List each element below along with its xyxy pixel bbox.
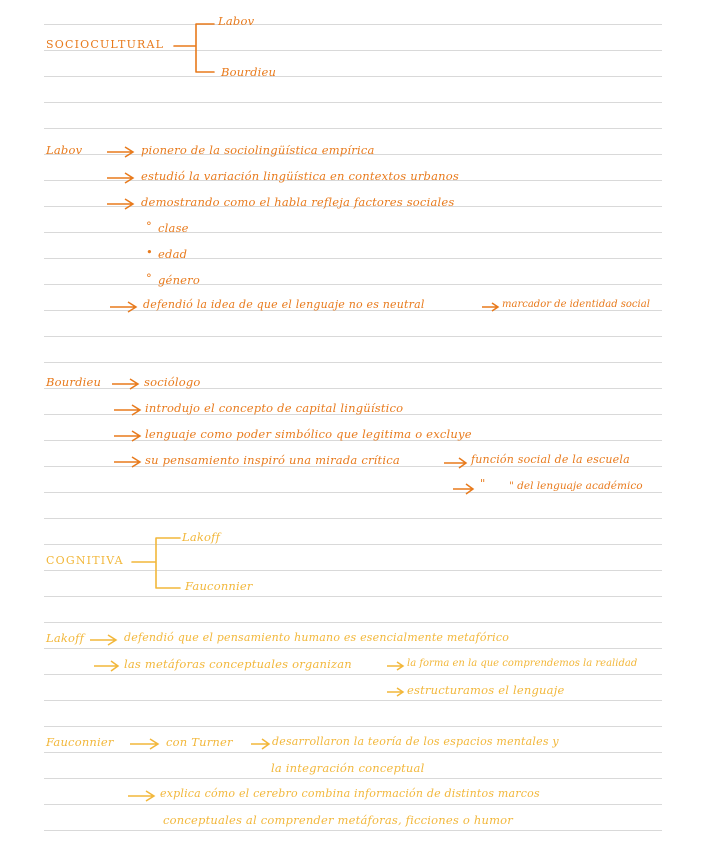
arrow-icon [480,300,502,314]
arrow-icon [112,429,144,443]
ruled-line [44,830,662,831]
bourdieu-line-4-result: función social de la escuela [471,453,630,466]
labov-bullet-clase: clase [158,221,189,235]
ruled-line [44,232,662,233]
cognitiva-branch-fauconnier: Fauconnier [185,579,253,593]
arrow-icon [249,737,273,751]
ruled-line [44,258,662,259]
arrow-icon [451,482,477,496]
ruled-line [44,700,662,701]
bourdieu-line-5-result: " del lenguaje académico [509,480,643,492]
fauconnier-heading: Fauconnier [46,735,114,749]
arrow-icon [108,300,140,314]
ruled-line [44,518,662,519]
arrow-icon [112,403,144,417]
arrow-icon [105,197,137,211]
arrow-icon [442,456,470,470]
bourdieu-line-1: sociólogo [144,375,201,389]
labov-line-1: pionero de la sociolingüística empírica [141,143,375,157]
arrow-icon [92,659,122,673]
ruled-line [44,336,662,337]
bourdieu-line-3: lenguaje como poder simbólico que legitima o excluye [145,427,472,441]
bourdieu-heading: Bourdieu [46,375,102,389]
arrow-icon [88,633,120,647]
arrow-icon [105,145,137,159]
ruled-line [44,128,662,129]
ruled-line [44,284,662,285]
sociocultural-title: SOCIOCULTURAL [46,38,165,51]
cognitiva-title: COGNITIVA [46,554,124,567]
ruled-line [44,674,662,675]
arrow-icon [128,737,162,751]
fauconnier-line-4: conceptuales al comprender metáforas, ficciones o humor [163,813,513,827]
cognitiva-branch-lakoff: Lakoff [182,530,221,544]
lakoff-line-2-result: la forma en la que comprendemos la realidad [407,658,638,669]
arrow-icon [110,377,142,391]
ditto-mark: " [480,476,486,490]
fauconnier-line-3: explica cómo el cerebro combina información de distintos marcos [160,787,540,800]
labov-heading: Labov [46,143,83,157]
arrow-icon [112,455,144,469]
lakoff-heading: Lakoff [46,631,85,645]
ruled-line [44,726,662,727]
ruled-line [44,102,662,103]
arrow-icon [126,789,158,803]
ruled-line [44,648,662,649]
ruled-line [44,622,662,623]
labov-line-2: estudió la variación lingüística en contextos urbanos [141,169,460,183]
bullet-icon: • [146,245,153,259]
sociocultural-branch-labov: Labov [218,14,255,28]
fauconnier-line-2: la integración conceptual [271,761,425,775]
arrow-icon [385,659,407,673]
bourdieu-line-2: introdujo el concepto de capital lingüístico [145,401,404,415]
ruled-line [44,24,662,25]
ruled-line [44,362,662,363]
lakoff-line-2: las metáforas conceptuales organizan [124,657,352,671]
arrow-icon [105,171,137,185]
bullet-icon: ° [146,219,152,233]
cognitiva-bracket [128,532,188,594]
lakoff-line-1: defendió que el pensamiento humano es esencialmente metafórico [124,631,510,644]
ruled-line [44,76,662,77]
bourdieu-line-4: su pensamiento inspiró una mirada crítica [145,453,400,467]
fauconnier-line-1: con Turner [166,735,233,749]
ruled-line [44,596,662,597]
lakoff-line-3-result: estructuramos el lenguaje [407,683,565,697]
labov-line-4: defendió la idea de que el lenguaje no es neutral [143,298,425,311]
labov-bullet-edad: edad [158,247,188,261]
sociocultural-bracket [170,18,220,78]
ruled-line [44,752,662,753]
labov-line-4-result: marcador de identidad social [502,299,650,310]
labov-line-3: demostrando como el habla refleja factores sociales [141,195,455,209]
bullet-icon: ° [146,271,152,285]
labov-bullet-genero: género [158,273,201,287]
sociocultural-branch-bourdieu: Bourdieu [221,65,277,79]
ruled-line [44,804,662,805]
fauconnier-line-1-result: desarrollaron la teoría de los espacios mentales y [272,735,559,748]
arrow-icon [385,685,407,699]
ruled-line [44,778,662,779]
